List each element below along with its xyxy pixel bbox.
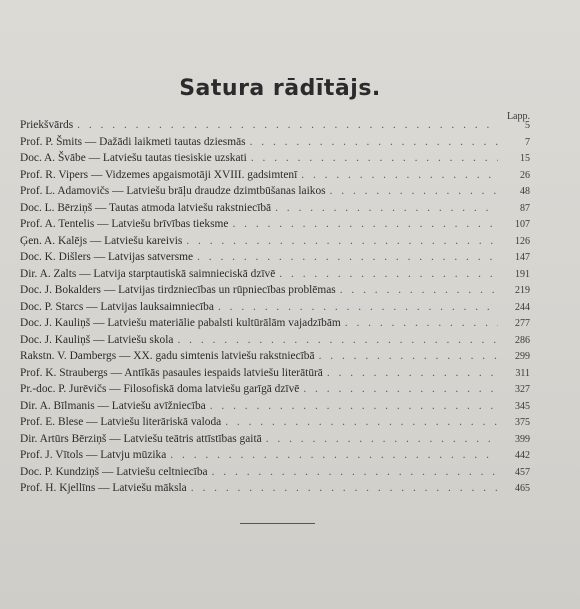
toc-entry-author: Dir. Artūrs Bērziņš xyxy=(20,432,107,445)
table-of-contents xyxy=(20,117,530,497)
toc-leader-dots xyxy=(301,167,498,184)
toc-leader-dots xyxy=(266,431,498,448)
toc-page-number: 299 xyxy=(515,351,530,362)
toc-entry-author: Doc. J. Bokalders xyxy=(20,284,101,296)
toc-page-number: 457 xyxy=(515,466,530,478)
toc-entry xyxy=(20,480,530,497)
toc-entry-separator: — xyxy=(94,218,112,230)
toc-entry-separator: — xyxy=(90,333,108,346)
toc-entry-separator: — xyxy=(85,152,103,164)
toc-entry xyxy=(20,315,530,332)
toc-entry-author: Doc. P. Kundziņš xyxy=(20,465,100,478)
toc-entry xyxy=(20,299,530,316)
toc-entry-author: Prof. L. Adamovičs xyxy=(20,185,110,197)
toc-page-number: 5 xyxy=(525,120,530,131)
toc-entry-topic: Latviešu skola xyxy=(107,333,174,346)
toc-entry-separator: — xyxy=(99,465,117,478)
toc-page-number: 7 xyxy=(525,136,530,148)
toc-page-number: 48 xyxy=(520,186,530,197)
page-column-header: Lapp. xyxy=(506,111,530,122)
toc-page-number: 442 xyxy=(515,450,530,461)
toc-leader-dots xyxy=(77,117,498,134)
toc-entry-topic: Latviešu kareivis xyxy=(104,234,183,247)
toc-leader-dots xyxy=(303,381,498,398)
toc-entry-text xyxy=(20,183,326,200)
toc-entry-text xyxy=(20,299,214,316)
toc-leader-dots xyxy=(330,183,498,200)
toc-entry-topic: Latviešu tautas tiesiskie uzskati xyxy=(102,152,247,164)
toc-entry-text xyxy=(20,414,221,431)
toc-entry-topic: Latvija starptautiskā saimnieciskā dzīvē xyxy=(93,267,276,280)
toc-leader-dots xyxy=(210,398,498,415)
toc-entry-topic: XX. gadu simtenis latviešu rakstniecībā xyxy=(133,350,315,362)
toc-leader-dots xyxy=(340,282,498,299)
toc-entry-topic: Latvijas tirdzniecības un rūpniecības problēmas xyxy=(118,284,336,296)
toc-entry xyxy=(20,365,530,382)
toc-leader-dots xyxy=(197,249,498,266)
divider-rule xyxy=(240,523,315,524)
toc-entry xyxy=(20,398,530,415)
toc-entry-text xyxy=(20,282,336,299)
toc-entry xyxy=(20,447,530,464)
toc-page-number: 311 xyxy=(515,367,530,379)
toc-entry-separator: — xyxy=(94,399,112,412)
toc-page-number: 26 xyxy=(520,169,530,181)
toc-entry xyxy=(20,282,530,299)
toc-page-number: 126 xyxy=(515,235,530,247)
toc-entry-author: Doc. P. Starcs xyxy=(20,300,84,313)
toc-entry-text xyxy=(20,216,228,233)
toc-entry xyxy=(20,183,530,200)
toc-leader-dots xyxy=(345,315,498,332)
toc-entry-topic: Dažādi laikmeti tautas dziesmās xyxy=(99,135,246,148)
toc-entry-author: Doc. J. Kauliņš xyxy=(20,333,91,346)
toc-entry-text xyxy=(20,266,275,283)
page-title: Satura rādītājs. xyxy=(179,76,381,101)
toc-entry-separator: — xyxy=(90,317,108,329)
toc-entry-topic: Latviešu teātris attīstības gaitā xyxy=(123,432,262,445)
toc-entry xyxy=(20,216,530,233)
toc-entry-topic: Latviešu literāriskā valoda xyxy=(100,416,222,428)
toc-entry-text xyxy=(20,447,166,464)
toc-entry-author: Prof. R. Vipers xyxy=(20,168,89,181)
toc-entry xyxy=(20,167,530,184)
toc-entry-separator: — xyxy=(116,350,134,362)
toc-entry-separator: — xyxy=(76,267,94,280)
toc-entry-topic: Latviešu avīžniecība xyxy=(111,399,206,412)
toc-entry-topic: Latviešu materiālie pabalsti kultūrālām vajadzībām xyxy=(107,317,341,329)
toc-entry-topic: Antīkās pasaules iespaids latviešu literātūrā xyxy=(124,366,323,379)
toc-entry-author: Dir. A. Zalts xyxy=(20,267,77,280)
toc-page-number: 286 xyxy=(515,334,530,346)
toc-leader-dots xyxy=(279,266,498,283)
toc-entry-topic: Latvju mūzika xyxy=(100,449,167,461)
toc-entry-text xyxy=(20,134,246,151)
toc-leader-dots xyxy=(212,464,498,481)
toc-entry xyxy=(20,200,530,217)
toc-entry-author: Prof. H. Kjellīns xyxy=(20,482,96,494)
toc-entry-author: Prof. K. Straubergs xyxy=(20,366,108,379)
toc-entry-separator: — xyxy=(107,366,125,379)
toc-entry xyxy=(20,249,530,266)
toc-entry-text xyxy=(20,398,206,415)
toc-entry-author: Doc. J. Kauliņš xyxy=(20,317,91,329)
toc-page-number: 399 xyxy=(515,433,530,445)
toc-page-number: 15 xyxy=(520,153,530,164)
toc-entry-author: Rakstn. V. Dambergs xyxy=(20,350,117,362)
toc-entry-author: Prof. A. Tentelis xyxy=(20,218,95,230)
toc-entry-topic: Latviešu brāļu draudze dzimtbūšanas laikos xyxy=(126,185,326,197)
toc-entry-text xyxy=(20,365,323,382)
toc-leader-dots xyxy=(250,134,498,151)
toc-page-number: 107 xyxy=(515,219,530,230)
toc-entry-separator: — xyxy=(95,482,113,494)
toc-leader-dots xyxy=(218,299,498,316)
toc-leader-dots xyxy=(275,200,498,217)
toc-page-number: 345 xyxy=(515,400,530,412)
toc-page-number: 219 xyxy=(515,285,530,296)
toc-entry-topic: Tautas atmoda latviešu rakstniecībā xyxy=(109,201,272,214)
toc-entry-text xyxy=(20,200,271,217)
toc-entry xyxy=(20,431,530,448)
toc-entry-text xyxy=(20,480,187,497)
toc-entry-separator: — xyxy=(88,168,105,181)
toc-entry-separator: — xyxy=(83,300,101,313)
toc-entry xyxy=(20,464,530,481)
toc-leader-dots xyxy=(251,150,498,167)
toc-entry-separator: — xyxy=(109,185,127,197)
toc-entry xyxy=(20,233,530,250)
toc-entry-text xyxy=(20,315,341,332)
toc-entry-text xyxy=(20,431,262,448)
toc-entry-author: Prof. P. Šmits xyxy=(20,135,83,148)
toc-entry-text xyxy=(20,348,315,365)
toc-page-number: 277 xyxy=(515,318,530,329)
toc-entry-text xyxy=(20,249,193,266)
toc-entry xyxy=(20,150,530,167)
toc-entry-text xyxy=(20,150,247,167)
toc-entry xyxy=(20,266,530,283)
toc-entry-author: Doc. A. Švābe xyxy=(20,152,86,164)
toc-entry-topic: Latviešu brīvības tieksme xyxy=(111,218,229,230)
toc-entry xyxy=(20,117,530,134)
toc-entry-separator: — xyxy=(90,251,108,263)
toc-leader-dots xyxy=(319,348,498,365)
toc-entry-text xyxy=(20,464,208,481)
toc-entry-separator: — xyxy=(83,449,101,461)
toc-entry xyxy=(20,414,530,431)
toc-leader-dots xyxy=(191,480,498,497)
toc-entry-text xyxy=(20,167,297,184)
toc-entry-separator: — xyxy=(106,383,124,395)
toc-entry xyxy=(20,348,530,365)
toc-entry-author: Dir. A. Bīlmanis xyxy=(20,399,95,412)
toc-leader-dots xyxy=(225,414,498,431)
toc-page-number: 375 xyxy=(515,417,530,428)
toc-page-number: 327 xyxy=(515,384,530,395)
toc-entry-author: Priekšvārds xyxy=(20,119,74,131)
toc-entry-text xyxy=(20,381,299,398)
toc-entry-text xyxy=(20,117,73,134)
toc-entry-topic: Latviešu māksla xyxy=(112,482,187,494)
toc-entry-topic: Vidzemes apgaismotāji XVIII. gadsimtenī xyxy=(104,168,298,181)
toc-entry-separator: — xyxy=(82,135,100,148)
toc-entry-author: Doc. K. Dišlers xyxy=(20,251,91,263)
toc-page-number: 465 xyxy=(515,483,530,494)
toc-page-number: 191 xyxy=(515,268,530,280)
toc-leader-dots xyxy=(170,447,498,464)
toc-entry-separator: — xyxy=(92,201,110,214)
toc-entry-topic: Latvijas lauksaimniecība xyxy=(100,300,214,313)
toc-leader-dots xyxy=(327,365,498,382)
toc-entry-author: Doc. L. Bērziņš xyxy=(20,201,93,214)
toc-leader-dots xyxy=(177,332,498,349)
toc-entry xyxy=(20,332,530,349)
toc-entry-topic: Latvijas satversme xyxy=(107,251,194,263)
toc-entry-separator: — xyxy=(101,284,119,296)
toc-page-number: 87 xyxy=(520,202,530,214)
toc-entry-text xyxy=(20,332,173,349)
toc-entry-separator: — xyxy=(106,432,124,445)
toc-entry-author: Prof. E. Blese xyxy=(20,416,84,428)
toc-entry-topic: Filosofiskā doma latviešu garīgā dzīvē xyxy=(123,383,300,395)
toc-entry-author: Ģen. A. Kalējs xyxy=(20,234,88,247)
toc-entry xyxy=(20,134,530,151)
toc-leader-dots xyxy=(186,233,498,250)
toc-page-number: 244 xyxy=(515,301,530,313)
toc-page-number: 147 xyxy=(515,252,530,263)
toc-leader-dots xyxy=(232,216,498,233)
toc-entry-separator: — xyxy=(83,416,101,428)
toc-entry-text xyxy=(20,233,182,250)
toc-entry-topic: Latviešu celtniecība xyxy=(116,465,208,478)
toc-entry-author: Pr.-doc. P. Jurēvičs xyxy=(20,383,107,395)
toc-entry-separator: — xyxy=(87,234,105,247)
toc-entry xyxy=(20,381,530,398)
toc-entry-author: Prof. J. Vītols xyxy=(20,449,84,461)
